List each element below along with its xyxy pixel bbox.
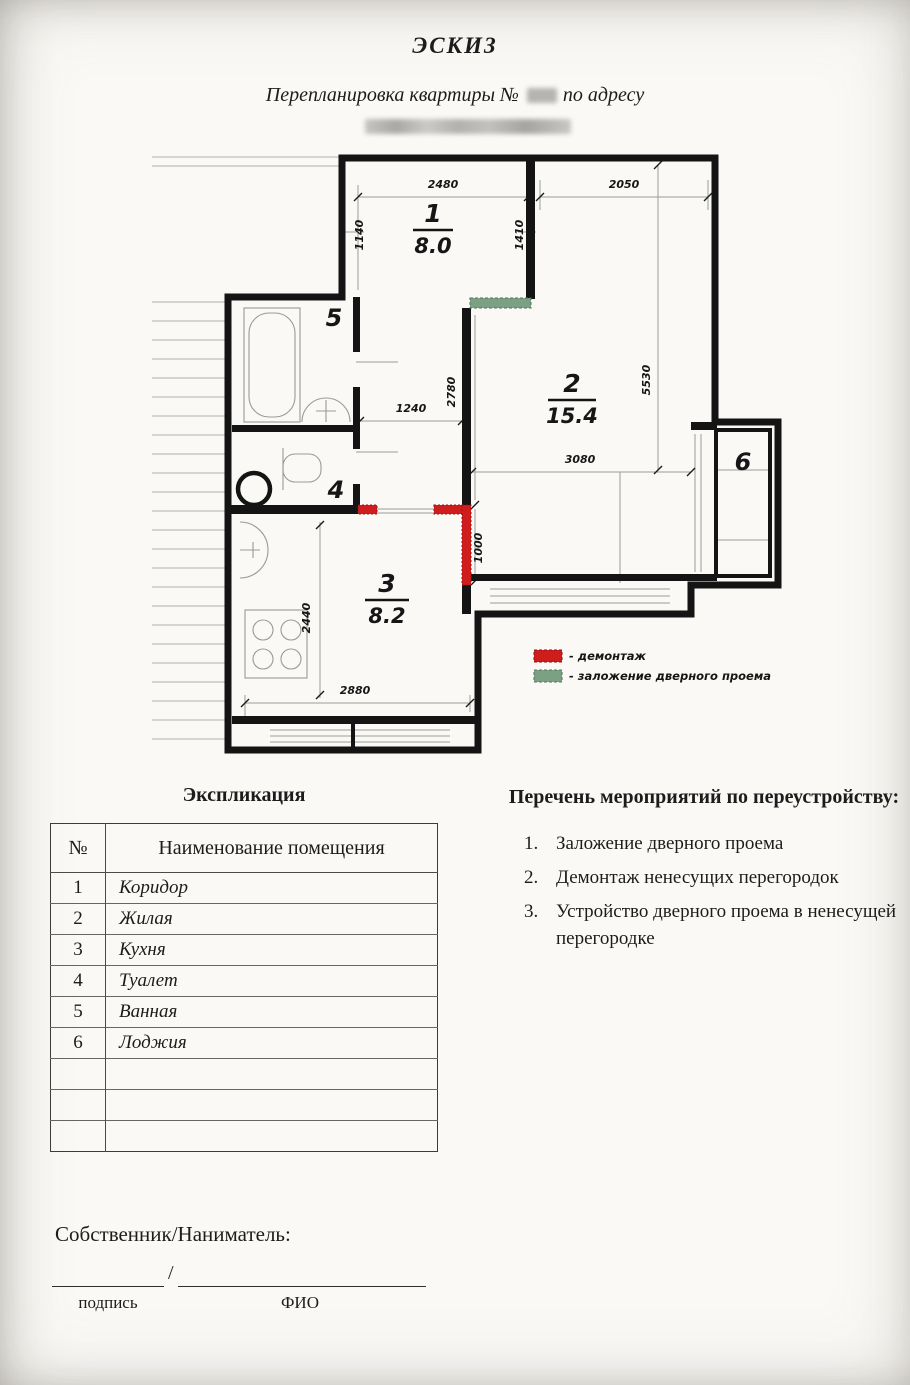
table-row <box>51 935 438 966</box>
room-number-cell <box>51 1121 106 1152</box>
stove-burner <box>281 620 301 640</box>
room-number-cell: 6 <box>51 1028 106 1059</box>
table-row-empty <box>51 1059 438 1090</box>
fullname-caption: ФИО <box>281 1293 319 1312</box>
staircase-hatch-lines <box>152 157 340 739</box>
dim-2780: 2780 <box>445 376 458 408</box>
floor-plan-drawing <box>150 140 790 772</box>
bathroom-sink <box>302 398 350 422</box>
signature-line <box>52 1262 164 1287</box>
name-line <box>178 1262 426 1287</box>
room-name-cell <box>106 1121 438 1152</box>
table-row <box>51 966 438 997</box>
room1-number: 1 <box>424 199 442 228</box>
col-header-room-name: Наименование помещения <box>106 824 438 873</box>
subtitle-suffix: по адресу <box>562 84 645 106</box>
owner-label: Собственник/Наниматель: <box>55 1222 291 1246</box>
stove-burner <box>253 649 273 669</box>
redacted-address <box>365 119 571 134</box>
dim-5530: 5530 <box>640 364 653 396</box>
dim-1000: 1000 <box>472 532 485 564</box>
dim-1410: 1410 <box>513 219 526 251</box>
dim-2050: 2050 <box>608 178 640 191</box>
room-number-cell: 4 <box>51 966 106 997</box>
room3-area: 8.2 <box>368 604 406 628</box>
dim-3080: 3080 <box>564 453 596 466</box>
legend-sealed-label: - заложение дверного проема <box>569 669 771 683</box>
room-name-cell <box>106 1059 438 1090</box>
measure-item-number: 2. <box>524 866 539 888</box>
explication-table <box>50 823 438 1152</box>
measure-item-number: 3. <box>524 900 539 922</box>
dim-2480: 2480 <box>427 178 459 191</box>
kitchen-sink <box>240 522 268 578</box>
room-number-cell: 2 <box>51 904 106 935</box>
table-row-empty <box>51 1121 438 1152</box>
stove <box>245 610 307 678</box>
table-row <box>51 873 438 904</box>
sealed-doorway <box>470 298 531 308</box>
measure-item <box>508 865 900 892</box>
legend-demolition-swatch <box>534 650 562 662</box>
measures-list <box>508 831 900 953</box>
table-row-empty <box>51 1090 438 1121</box>
dim-2440: 2440 <box>300 602 313 634</box>
bathtub <box>244 308 300 422</box>
room-name-cell: Лоджия <box>106 1028 438 1059</box>
measures-heading: Перечень мероприятий по переустройству: <box>508 786 900 808</box>
signature-row <box>52 1262 426 1287</box>
table-row <box>51 1028 438 1059</box>
room-name-cell: Жилая <box>106 904 438 935</box>
bathtub-inner <box>249 313 295 417</box>
room-name-cell <box>106 1090 438 1121</box>
plan-legend <box>534 649 771 683</box>
room-name-cell: Туалет <box>106 966 438 997</box>
measures-section <box>508 784 900 953</box>
room-number-cell: 5 <box>51 997 106 1028</box>
measure-item-text: Демонтаж ненесущих перегородок <box>556 866 839 888</box>
floor-plan <box>150 140 790 772</box>
explication-heading: Экспликация <box>182 784 306 806</box>
col-header-number: № <box>51 824 106 873</box>
room-name-cell: Коридор <box>119 877 189 898</box>
redacted-apartment-number <box>527 88 557 103</box>
room-name-cell: Кухня <box>106 935 438 966</box>
dim-2880: 2880 <box>339 684 371 697</box>
dim-1240: 1240 <box>395 402 427 415</box>
round-washbasin <box>238 473 270 505</box>
measure-item-text: Заложение дверного проема <box>556 833 784 854</box>
measure-item <box>508 899 900 953</box>
room-number-cell: 1 <box>51 873 106 904</box>
table-row <box>51 904 438 935</box>
dim-1140: 1140 <box>353 219 366 251</box>
legend-sealed-swatch <box>534 670 562 682</box>
room2-number: 2 <box>563 369 581 398</box>
room3-number: 3 <box>378 569 396 598</box>
signature-slash: / <box>168 1262 174 1284</box>
room-name-cell: Ванная <box>106 997 438 1028</box>
demolition-walls <box>358 505 471 585</box>
stove-burner <box>281 649 301 669</box>
signature-caption: подпись <box>78 1293 138 1312</box>
room5-number: 5 <box>325 304 343 332</box>
room-labels <box>326 199 752 628</box>
toilet-bowl <box>283 454 321 482</box>
measure-item-number: 1. <box>524 833 539 854</box>
stove-burner <box>253 620 273 640</box>
legend-demolition-label: - демонтаж <box>569 649 646 663</box>
subtitle <box>0 84 910 107</box>
dimension-lines <box>245 165 770 742</box>
subtitle-prefix: Перепланировка квартиры № <box>265 84 519 106</box>
measure-item-text: Устройство дверного проема в ненесущей перегородке <box>556 900 897 949</box>
room-number-cell <box>51 1090 106 1121</box>
room2-area: 15.4 <box>546 404 598 428</box>
page-title: ЭСКИЗ <box>412 33 498 58</box>
table-header-row <box>51 824 438 873</box>
measure-item <box>508 831 900 858</box>
room-number-cell: 3 <box>51 935 106 966</box>
room-number-cell <box>51 1059 106 1090</box>
room4-number: 4 <box>327 476 345 504</box>
room1-area: 8.0 <box>414 234 452 258</box>
table-row <box>51 997 438 1028</box>
room6-number: 6 <box>734 448 752 476</box>
